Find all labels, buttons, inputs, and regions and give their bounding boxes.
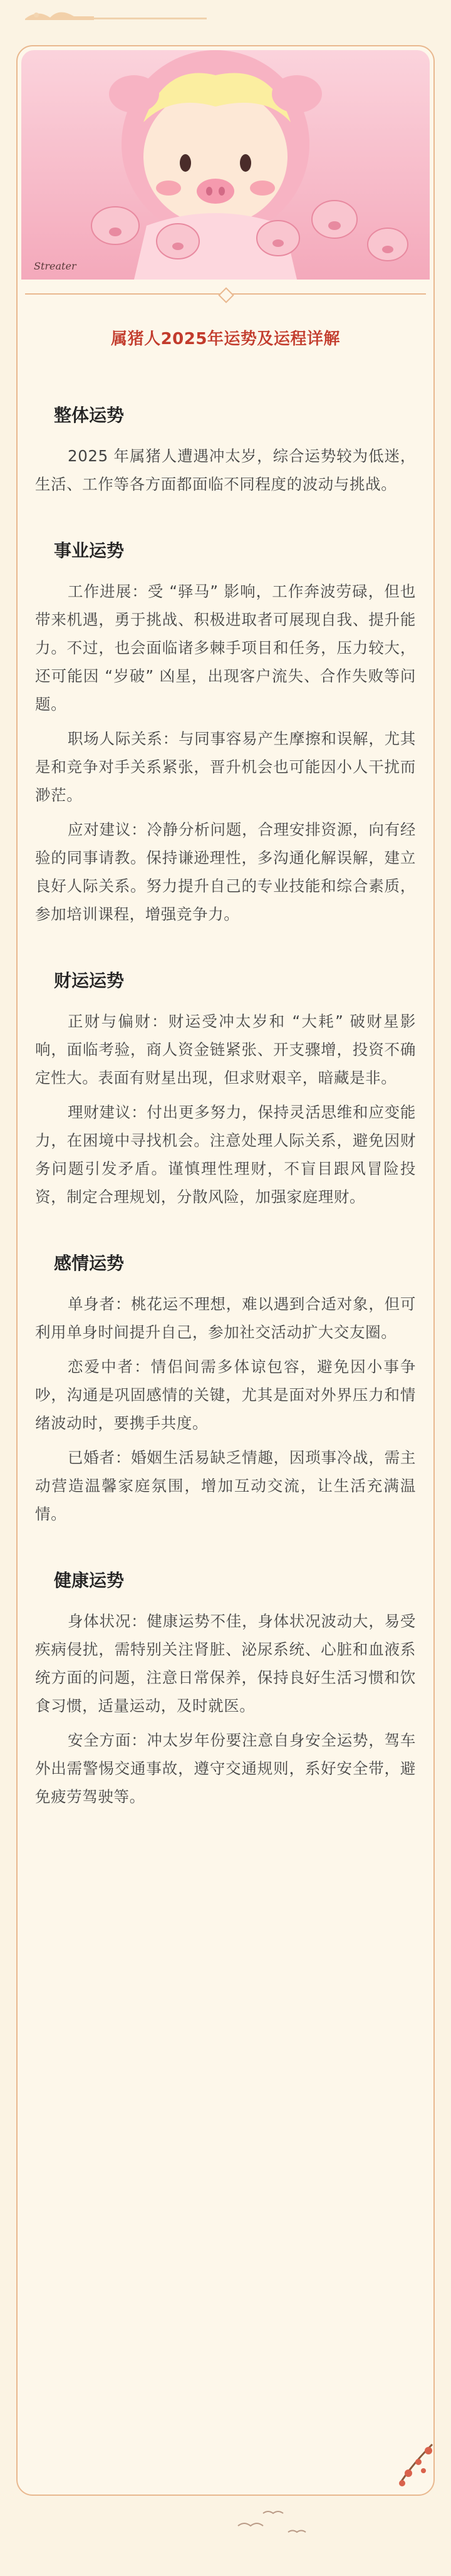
article-title: 属猪人2025年运势及运程详解: [111, 330, 340, 348]
section-health: [35, 1567, 416, 1811]
article: [35, 326, 416, 1850]
section-overall: [35, 402, 416, 498]
section-wealth: [35, 967, 416, 1211]
paragraph: 单身者：桃花运不理想，难以遇到合适对象，但可利用单身时间提升自己，参加社交活动扩大交友圈。: [35, 1295, 416, 1341]
hero-illustration: [21, 50, 430, 280]
section-career: [35, 537, 416, 928]
bird-icon: [238, 2523, 263, 2526]
section-heading: 事业运势: [54, 540, 125, 561]
top-cloud-decoration: [0, 0, 451, 38]
paragraph: 职场人际关系：与同事容易产生摩擦和误解，尤其是和竞争对手关系紧张，晋升机会也可能因小人干扰而渺茫。: [35, 730, 416, 804]
paragraph: 安全方面：冲太岁年份要注意自身安全运势，驾车外出需警惕交通事故，遵守交通规则，系好安全带，避免疲劳驾驶等。: [35, 1731, 416, 1806]
paragraph: 2025 年属猪人遭遇冲太岁，综合运势较为低迷，生活、工作等各方面都面临不同程度的波动与挑战。: [35, 447, 416, 493]
hero-signature: Streater: [34, 260, 76, 272]
section-heading: 财运运势: [54, 970, 125, 991]
paragraph: 已婚者：婚姻生活易缺乏情趣，因琐事冷战，需主动营造温馨家庭氛围，增加互动交流，让生活充满温情。: [35, 1448, 416, 1523]
paragraph: 正财与偏财：财运受冲太岁和 “大耗” 破财星影响，面临考验，商人资金链紧张、开支骤增，投资不确定性大。表面有财星出现，但求财艰辛，暗藏是非。: [35, 1012, 416, 1087]
paragraph: 理财建议：付出更多努力，保持灵活思维和应变能力，在困境中寻找机会。注意处理人际关系，避免因财务问题引发矛盾。谨慎理性理财，不盲目跟风冒险投资，制定合理规划，分散风险，加强家庭理财。: [35, 1103, 416, 1206]
section-love: [35, 1250, 416, 1528]
paragraph: 恋爱中者：情侣间需多体谅包容，避免因小事争吵，沟通是巩固感情的关键，尤其是面对外界压力和情绪波动时，要携手共度。: [35, 1358, 416, 1432]
paragraph: 身体状况：健康运势不佳，身体状况波动大，易受疾病侵扰，需特别关注肾脏、泌尿系统、心脏和血液系统方面的问题，注意日常保养，保持良好生活习惯和饮食习惯，适量运动，及时就医。: [35, 1612, 416, 1715]
section-heading: 健康运势: [54, 1570, 125, 1591]
bird-icon: [263, 2511, 283, 2513]
bottom-plum-decoration: [0, 2432, 451, 2576]
section-heading: 感情运势: [54, 1253, 125, 1274]
paragraph: 工作进展：受 “驿马” 影响，工作奔波劳碌，但也带来机遇，勇于挑战、积极进取者可展现自我、提升能力。不过，也会面临诸多棘手项目和任务，压力较大，还可能因 “岁破” 凶星，出现客户流失、合作失败等问题。: [35, 582, 416, 713]
paragraph: 应对建议：冷静分析问题，合理安排资源，向有经验的同事请教。保持谦逊理性，多沟通化解误解，建立良好人际关系。努力提升自己的专业技能和综合素质，参加培训课程，增强竞争力。: [35, 820, 416, 923]
section-heading: 整体运势: [54, 405, 125, 426]
bird-icon: [288, 2531, 306, 2533]
